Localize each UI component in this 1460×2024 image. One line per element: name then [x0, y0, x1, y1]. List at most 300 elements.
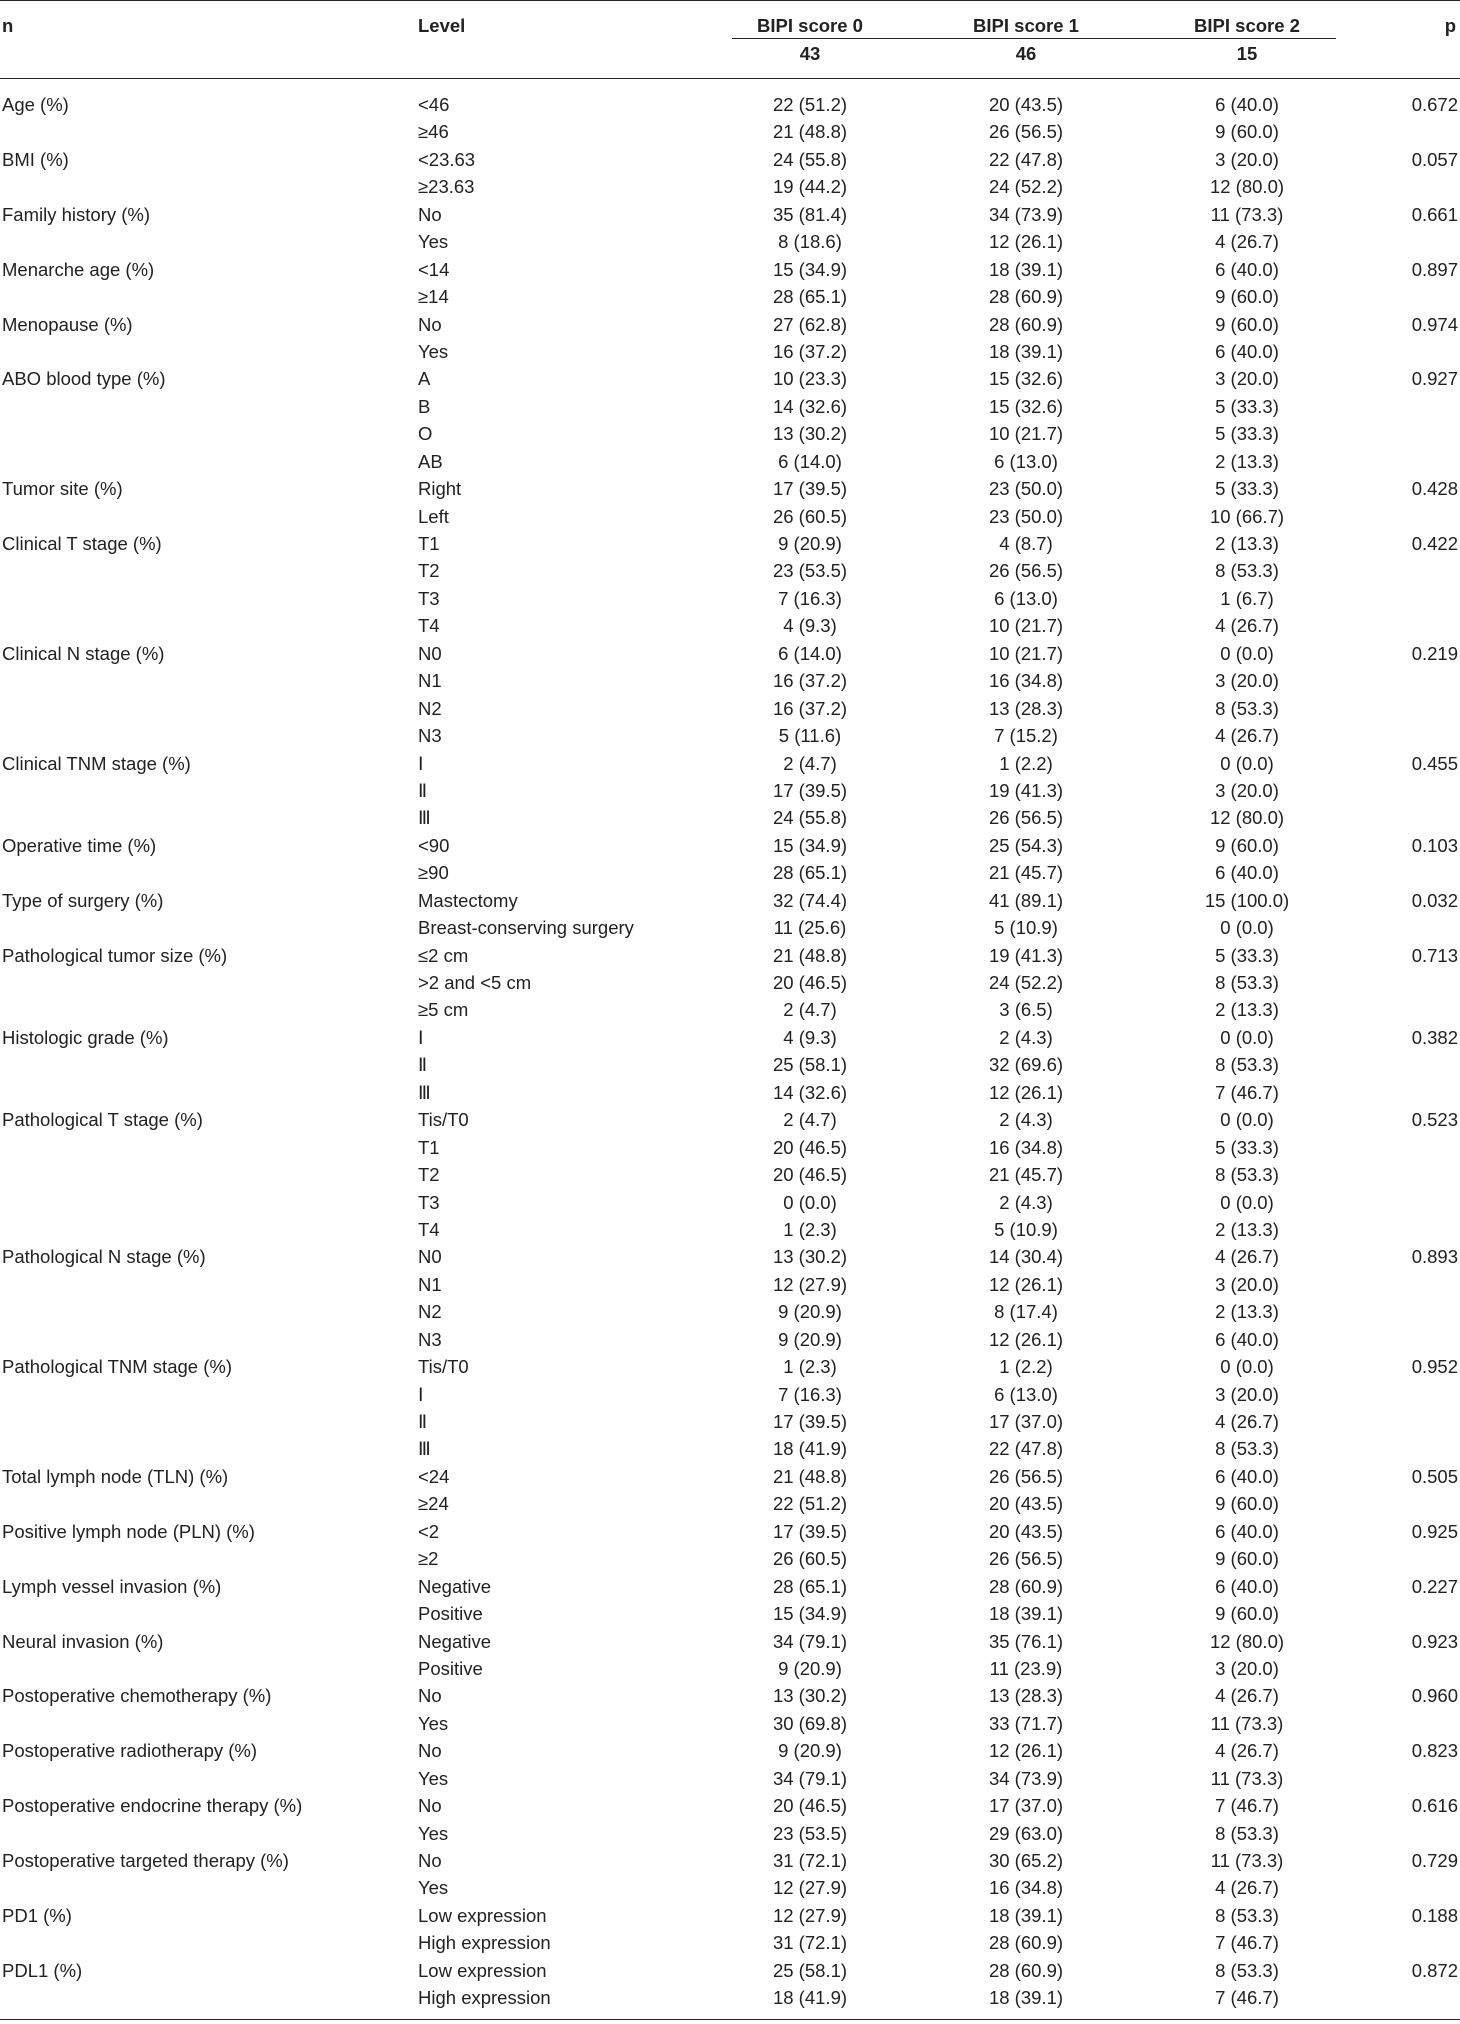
cell-p-value: 0.713 — [1411, 944, 1458, 966]
table-bottom-rule — [0, 2019, 1460, 2020]
cell-variable: ABO blood type (%) — [2, 368, 166, 390]
cell-bipi-1: 28 (60.9) — [988, 1932, 1064, 1954]
cell-bipi-0: 11 (25.6) — [773, 917, 847, 939]
cell-bipi-0: 6 (14.0) — [778, 450, 842, 472]
header-group-bipi-0: BIPI score 0 — [757, 15, 863, 36]
cell-bipi-0: 15 (34.9) — [772, 1603, 848, 1625]
cell-level: ≥5 cm — [418, 999, 469, 1021]
cell-p-value: 0.505 — [1411, 1465, 1458, 1487]
cell-bipi-2: 3 (20.0) — [1215, 368, 1279, 390]
table-body — [0, 92, 1460, 2013]
cell-bipi-2: 5 (33.3) — [1215, 395, 1279, 417]
table-row — [0, 860, 1460, 887]
cell-bipi-2: 2 (13.3) — [1215, 1218, 1279, 1240]
cell-level: Left — [418, 505, 449, 527]
cell-level: Negative — [418, 1575, 492, 1597]
cell-p-value: 0.927 — [1411, 368, 1458, 390]
table-row — [0, 1244, 1460, 1271]
cell-bipi-2: 9 (60.0) — [1215, 313, 1279, 335]
cell-bipi-2: 6 (40.0) — [1215, 258, 1279, 280]
cell-bipi-0: 7 (16.3) — [778, 587, 842, 609]
cell-bipi-2: 9 (60.0) — [1215, 121, 1279, 143]
cell-p-value: 0.188 — [1411, 1904, 1458, 1926]
cell-bipi-0: 26 (60.5) — [772, 1548, 848, 1570]
cell-bipi-2: 8 (53.3) — [1215, 560, 1279, 582]
table-row — [0, 558, 1460, 585]
cell-bipi-2: 0 (0.0) — [1220, 1026, 1274, 1048]
table-row — [0, 284, 1460, 311]
cell-p-value: 0.897 — [1411, 258, 1458, 280]
cell-bipi-1: 20 (43.5) — [988, 94, 1064, 115]
table-row — [0, 1683, 1460, 1710]
cell-bipi-0: 25 (58.1) — [772, 1054, 848, 1076]
table-row — [0, 805, 1460, 832]
cell-bipi-1: 26 (56.5) — [988, 121, 1064, 143]
table-row — [0, 668, 1460, 695]
table-row — [0, 1436, 1460, 1463]
cell-bipi-1: 6 (13.0) — [994, 587, 1058, 609]
cell-bipi-2: 0 (0.0) — [1220, 752, 1274, 774]
table-row — [0, 997, 1460, 1024]
cell-bipi-2: 3 (20.0) — [1215, 1273, 1279, 1295]
cell-variable: PD1 (%) — [2, 1904, 72, 1926]
cell-p-value: 0.893 — [1411, 1246, 1458, 1268]
cell-level: N0 — [418, 642, 442, 664]
table-row — [0, 1574, 1460, 1601]
table-row — [0, 1629, 1460, 1656]
cell-bipi-2: 8 (53.3) — [1215, 1822, 1279, 1844]
cell-bipi-1: 1 (2.2) — [999, 752, 1053, 774]
cell-bipi-0: 0 (0.0) — [783, 1191, 837, 1213]
table-top-rule — [0, 0, 1460, 1]
cell-level: Yes — [418, 340, 449, 362]
cell-level: Ⅱ — [418, 1411, 428, 1432]
cell-bipi-2: 8 (53.3) — [1215, 697, 1279, 719]
cell-bipi-2: 4 (26.7) — [1215, 615, 1279, 637]
cell-p-value: 0.428 — [1411, 478, 1458, 500]
cell-bipi-2: 6 (40.0) — [1215, 1520, 1279, 1542]
cell-bipi-0: 27 (62.8) — [772, 313, 848, 335]
cell-bipi-0: 15 (34.9) — [772, 834, 848, 856]
cell-bipi-2: 15 (100.0) — [1204, 889, 1290, 911]
cell-bipi-1: 24 (52.2) — [988, 972, 1064, 993]
cell-level: ≥14 — [418, 286, 449, 308]
cell-bipi-0: 14 (32.6) — [772, 1081, 848, 1103]
table-row — [0, 476, 1460, 503]
cell-variable: Clinical N stage (%) — [2, 642, 165, 664]
cell-level: A — [418, 368, 431, 390]
cell-variable: Family history (%) — [2, 203, 151, 225]
table-row — [0, 394, 1460, 421]
cell-bipi-1: 21 (45.7) — [988, 1164, 1064, 1186]
cell-bipi-0: 17 (39.5) — [772, 478, 848, 500]
cell-bipi-1: 14 (30.4) — [988, 1246, 1064, 1268]
cell-bipi-1: 28 (60.9) — [988, 286, 1064, 308]
cell-level: ≥46 — [418, 121, 449, 143]
cell-variable: Total lymph node (TLN) (%) — [2, 1465, 229, 1487]
cell-bipi-0: 2 (4.7) — [783, 999, 837, 1021]
cell-bipi-1: 13 (28.3) — [988, 697, 1064, 719]
table-row — [0, 1491, 1460, 1518]
cell-variable: Age (%) — [2, 94, 69, 115]
cell-level: O — [418, 423, 433, 445]
cell-bipi-2: 0 (0.0) — [1220, 917, 1274, 939]
cell-bipi-0: 24 (55.8) — [772, 807, 848, 829]
cell-bipi-0: 21 (48.8) — [772, 944, 848, 966]
cell-level: Positive — [418, 1603, 483, 1625]
cell-bipi-2: 11 (73.3) — [1210, 1712, 1284, 1734]
header-n-bipi-1: 46 — [1015, 43, 1037, 64]
cell-level: No — [418, 1685, 442, 1707]
cell-bipi-1: 17 (37.0) — [988, 1795, 1064, 1817]
cell-level: Yes — [418, 1877, 449, 1899]
cell-bipi-1: 12 (26.1) — [988, 1328, 1064, 1350]
cell-bipi-1: 7 (15.2) — [994, 725, 1058, 747]
table-row — [0, 202, 1460, 229]
cell-level: Ⅱ — [418, 1054, 428, 1076]
cell-bipi-0: 16 (37.2) — [772, 340, 848, 362]
header-group-rule — [732, 38, 1336, 39]
cell-bipi-2: 0 (0.0) — [1220, 1356, 1274, 1378]
cell-level: Right — [418, 478, 462, 500]
cell-bipi-2: 5 (33.3) — [1215, 423, 1279, 445]
table-row — [0, 1766, 1460, 1793]
cell-bipi-0: 23 (53.5) — [772, 1822, 848, 1844]
cell-bipi-2: 11 (73.3) — [1210, 1850, 1284, 1871]
table-row — [0, 531, 1460, 558]
cell-bipi-1: 26 (56.5) — [988, 807, 1064, 829]
cell-variable: BMI (%) — [2, 148, 69, 170]
cell-bipi-0: 2 (4.7) — [783, 1109, 837, 1131]
cell-variable: Clinical T stage (%) — [2, 533, 162, 554]
table-row — [0, 1327, 1460, 1354]
cell-bipi-2: 12 (80.0) — [1209, 1630, 1285, 1652]
cell-level: No — [418, 1740, 442, 1762]
cell-bipi-0: 17 (39.5) — [772, 1520, 848, 1542]
cell-bipi-1: 28 (60.9) — [988, 1959, 1064, 1981]
cell-p-value: 0.672 — [1411, 94, 1458, 115]
cell-bipi-1: 18 (39.1) — [988, 340, 1064, 362]
cell-bipi-0: 18 (41.9) — [772, 1438, 848, 1460]
table-row — [0, 723, 1460, 750]
cell-bipi-2: 4 (26.7) — [1215, 1740, 1279, 1762]
cell-bipi-2: 6 (40.0) — [1215, 94, 1279, 115]
cell-bipi-2: 9 (60.0) — [1215, 286, 1279, 308]
cell-bipi-0: 34 (79.1) — [772, 1630, 848, 1652]
cell-level: Mastectomy — [418, 889, 518, 911]
cell-bipi-2: 6 (40.0) — [1215, 1328, 1279, 1350]
cell-level: ≥24 — [418, 1493, 449, 1515]
cell-level: B — [418, 395, 431, 417]
cell-bipi-0: 16 (37.2) — [772, 697, 848, 719]
cell-bipi-2: 3 (20.0) — [1215, 1383, 1279, 1405]
cell-level: T1 — [418, 1136, 440, 1158]
cell-bipi-1: 13 (28.3) — [988, 1685, 1064, 1707]
cell-bipi-2: 5 (33.3) — [1215, 944, 1279, 966]
cell-bipi-0: 9 (20.9) — [778, 1301, 842, 1323]
cell-bipi-1: 18 (39.1) — [988, 1987, 1064, 2009]
cell-bipi-0: 16 (37.2) — [772, 670, 848, 692]
cell-bipi-0: 9 (20.9) — [778, 1740, 842, 1762]
cell-bipi-0: 20 (46.5) — [772, 972, 848, 993]
cell-level: N2 — [418, 697, 442, 719]
cell-bipi-2: 8 (53.3) — [1215, 1054, 1279, 1076]
cell-bipi-1: 6 (13.0) — [994, 1383, 1058, 1405]
cell-bipi-2: 3 (20.0) — [1215, 779, 1279, 801]
cell-bipi-0: 2 (4.7) — [783, 752, 837, 774]
cell-level: Yes — [418, 231, 449, 253]
cell-bipi-1: 17 (37.0) — [988, 1411, 1064, 1432]
table-row — [0, 888, 1460, 915]
cell-level: Yes — [418, 1822, 449, 1844]
cell-bipi-2: 6 (40.0) — [1215, 340, 1279, 362]
table-row — [0, 1217, 1460, 1244]
cell-bipi-0: 13 (30.2) — [772, 1246, 848, 1268]
cell-p-value: 0.823 — [1411, 1740, 1458, 1762]
table-row — [0, 1848, 1460, 1875]
cell-level: High expression — [418, 1987, 551, 2009]
cell-bipi-2: 4 (26.7) — [1215, 231, 1279, 253]
table-row — [0, 1135, 1460, 1162]
table-row — [0, 421, 1460, 448]
cell-bipi-1: 22 (47.8) — [988, 148, 1064, 170]
cell-bipi-2: 3 (20.0) — [1215, 1657, 1279, 1679]
header-level: Level — [418, 15, 466, 36]
table-row — [0, 1107, 1460, 1134]
cell-level: High expression — [418, 1932, 551, 1954]
cell-level: Low expression — [418, 1959, 547, 1981]
cell-level: ≥23.63 — [418, 176, 475, 198]
cell-level: Ⅲ — [418, 1438, 431, 1460]
cell-bipi-0: 1 (2.3) — [783, 1218, 837, 1240]
table-row — [0, 1052, 1460, 1079]
cell-level: N2 — [418, 1301, 442, 1323]
cell-bipi-1: 6 (13.0) — [994, 450, 1058, 472]
cell-variable: Postoperative targeted therapy (%) — [2, 1850, 289, 1871]
table-row — [0, 366, 1460, 393]
cell-bipi-2: 8 (53.3) — [1215, 1904, 1279, 1926]
cell-bipi-0: 35 (81.4) — [772, 203, 848, 225]
table-row — [0, 1601, 1460, 1628]
table-row — [0, 1656, 1460, 1683]
table-header-rule — [0, 78, 1460, 79]
cell-variable: Clinical TNM stage (%) — [2, 752, 191, 774]
cell-bipi-1: 5 (10.9) — [994, 1218, 1058, 1240]
table-row — [0, 1875, 1460, 1902]
cell-bipi-0: 13 (30.2) — [772, 423, 848, 445]
cell-level: AB — [418, 450, 443, 472]
table-row — [0, 1190, 1460, 1217]
cell-bipi-0: 9 (20.9) — [778, 533, 842, 554]
cell-level: No — [418, 203, 442, 225]
cell-bipi-1: 18 (39.1) — [988, 1904, 1064, 1926]
table-row — [0, 1958, 1460, 1985]
cell-bipi-0: 5 (11.6) — [778, 725, 842, 747]
table-row — [0, 92, 1460, 119]
cell-bipi-2: 11 (73.3) — [1210, 1767, 1284, 1789]
cell-level: Positive — [418, 1657, 483, 1679]
cell-bipi-2: 5 (33.3) — [1215, 1136, 1279, 1158]
cell-bipi-0: 22 (51.2) — [772, 94, 848, 115]
cell-bipi-0: 23 (53.5) — [772, 560, 848, 582]
table-row — [0, 778, 1460, 805]
cell-level: Ⅲ — [418, 1081, 431, 1103]
cell-bipi-0: 25 (58.1) — [772, 1959, 848, 1981]
cell-bipi-0: 28 (65.1) — [772, 286, 848, 308]
cell-bipi-2: 0 (0.0) — [1220, 642, 1274, 664]
cell-bipi-1: 11 (23.9) — [989, 1657, 1063, 1679]
cell-bipi-1: 12 (26.1) — [988, 1740, 1064, 1762]
cell-variable: Pathological TNM stage (%) — [2, 1356, 232, 1378]
cell-bipi-1: 15 (32.6) — [988, 395, 1064, 417]
cell-level: ≥90 — [418, 862, 449, 884]
cell-bipi-1: 25 (54.3) — [988, 834, 1064, 856]
table-row — [0, 1162, 1460, 1189]
cell-bipi-2: 4 (26.7) — [1215, 1877, 1279, 1899]
cell-p-value: 0.872 — [1411, 1959, 1458, 1981]
cell-p-value: 0.422 — [1411, 533, 1458, 554]
cell-p-value: 0.219 — [1411, 642, 1458, 664]
cell-p-value: 0.974 — [1411, 313, 1458, 335]
table-row — [0, 641, 1460, 668]
table-row — [0, 229, 1460, 256]
cell-variable: Positive lymph node (PLN) (%) — [2, 1520, 255, 1542]
cell-bipi-1: 23 (50.0) — [988, 505, 1064, 527]
cell-bipi-1: 29 (63.0) — [988, 1822, 1064, 1844]
table-row — [0, 257, 1460, 284]
cell-bipi-0: 9 (20.9) — [778, 1657, 842, 1679]
cell-bipi-2: 3 (20.0) — [1215, 148, 1279, 170]
cell-level: Tis/T0 — [418, 1109, 469, 1131]
cell-bipi-2: 5 (33.3) — [1215, 478, 1279, 500]
cell-level: No — [418, 1795, 442, 1817]
cell-level: N0 — [418, 1246, 442, 1268]
cell-level: No — [418, 1850, 442, 1871]
cell-variable: Tumor site (%) — [2, 478, 123, 500]
cell-level: N1 — [418, 1273, 442, 1295]
table-row — [0, 1793, 1460, 1820]
cell-variable: Postoperative chemotherapy (%) — [2, 1685, 272, 1707]
cell-bipi-1: 28 (60.9) — [988, 1575, 1064, 1597]
header-p: p — [1444, 15, 1456, 36]
cell-level: Ⅰ — [418, 1026, 424, 1048]
cell-bipi-0: 18 (41.9) — [772, 1987, 848, 2009]
cell-bipi-0: 28 (65.1) — [772, 1575, 848, 1597]
cell-bipi-0: 20 (46.5) — [772, 1136, 848, 1158]
cell-variable: Pathological T stage (%) — [2, 1109, 203, 1131]
cell-level: Low expression — [418, 1904, 547, 1926]
header-n-bipi-0: 43 — [799, 43, 821, 64]
cell-bipi-1: 18 (39.1) — [988, 258, 1064, 280]
cell-bipi-2: 2 (13.3) — [1215, 533, 1279, 554]
cell-bipi-1: 26 (56.5) — [988, 1465, 1064, 1487]
cell-bipi-2: 7 (46.7) — [1215, 1987, 1279, 2009]
cell-bipi-2: 8 (53.3) — [1215, 1959, 1279, 1981]
cell-level: Ⅱ — [418, 779, 428, 801]
table-row — [0, 586, 1460, 613]
cell-bipi-1: 19 (41.3) — [988, 779, 1064, 801]
table-row — [0, 339, 1460, 366]
cell-bipi-1: 15 (32.6) — [988, 368, 1064, 390]
cell-level: N1 — [418, 670, 442, 692]
cell-bipi-2: 9 (60.0) — [1215, 1603, 1279, 1625]
cell-bipi-2: 9 (60.0) — [1215, 834, 1279, 856]
cell-bipi-1: 28 (60.9) — [988, 313, 1064, 335]
table-row — [0, 1711, 1460, 1738]
cell-bipi-0: 20 (46.5) — [772, 1164, 848, 1186]
table-row — [0, 970, 1460, 997]
cell-bipi-2: 0 (0.0) — [1220, 1109, 1274, 1131]
cell-bipi-0: 31 (72.1) — [772, 1932, 848, 1954]
cell-bipi-0: 6 (14.0) — [778, 642, 842, 664]
table-row — [0, 943, 1460, 970]
cell-bipi-2: 0 (0.0) — [1220, 1191, 1274, 1213]
cell-bipi-2: 10 (66.7) — [1209, 505, 1285, 527]
cell-bipi-0: 26 (60.5) — [772, 505, 848, 527]
cell-bipi-0: 13 (30.2) — [772, 1685, 848, 1707]
cell-bipi-1: 21 (45.7) — [988, 862, 1064, 884]
cell-level: <46 — [418, 94, 450, 115]
cell-level: ≤2 cm — [418, 944, 469, 966]
cell-level: <2 — [418, 1520, 440, 1542]
cell-bipi-1: 32 (69.6) — [988, 1054, 1064, 1076]
cell-bipi-1: 10 (21.7) — [988, 642, 1064, 664]
cell-level: T3 — [418, 587, 440, 609]
cell-bipi-0: 9 (20.9) — [778, 1328, 842, 1350]
cell-p-value: 0.103 — [1411, 834, 1458, 856]
cell-bipi-2: 9 (60.0) — [1215, 1493, 1279, 1515]
cell-bipi-1: 5 (10.9) — [994, 917, 1058, 939]
cell-p-value: 0.455 — [1411, 752, 1458, 774]
table-row — [0, 1546, 1460, 1573]
table-row — [0, 119, 1460, 146]
cell-bipi-2: 4 (26.7) — [1215, 1685, 1279, 1707]
cell-bipi-1: 12 (26.1) — [988, 1081, 1064, 1103]
cell-variable: Pathological N stage (%) — [2, 1246, 206, 1268]
cell-level: T2 — [418, 1164, 440, 1186]
header-group-bipi-1: BIPI score 1 — [973, 15, 1079, 36]
cell-bipi-2: 8 (53.3) — [1215, 972, 1279, 993]
cell-bipi-1: 8 (17.4) — [994, 1301, 1058, 1323]
cell-variable: Menarche age (%) — [2, 258, 155, 280]
cell-level: <14 — [418, 258, 450, 280]
cell-bipi-1: 10 (21.7) — [988, 615, 1064, 637]
cell-p-value: 0.729 — [1411, 1850, 1458, 1871]
cell-bipi-2: 1 (6.7) — [1220, 587, 1274, 609]
cell-bipi-0: 28 (65.1) — [772, 862, 848, 884]
cell-bipi-1: 20 (43.5) — [988, 1520, 1064, 1542]
cell-bipi-0: 30 (69.8) — [772, 1712, 848, 1734]
table-row — [0, 915, 1460, 942]
cell-bipi-1: 1 (2.2) — [999, 1356, 1053, 1378]
cell-level: Ⅲ — [418, 807, 431, 829]
cell-bipi-1: 33 (71.7) — [988, 1712, 1064, 1734]
cell-bipi-0: 24 (55.8) — [772, 148, 848, 170]
cell-bipi-2: 8 (53.3) — [1215, 1164, 1279, 1186]
cell-bipi-1: 16 (34.8) — [988, 670, 1064, 692]
cell-variable: Menopause (%) — [2, 313, 133, 335]
cell-level: Ⅰ — [418, 1383, 424, 1405]
cell-bipi-2: 6 (40.0) — [1215, 1465, 1279, 1487]
cell-bipi-2: 2 (13.3) — [1215, 1301, 1279, 1323]
cell-bipi-0: 12 (27.9) — [772, 1877, 848, 1899]
table-row — [0, 504, 1460, 531]
cell-variable: Postoperative radiotherapy (%) — [2, 1740, 258, 1762]
table-row — [0, 1903, 1460, 1930]
cell-bipi-0: 15 (34.9) — [772, 258, 848, 280]
cell-bipi-1: 34 (73.9) — [988, 1767, 1064, 1789]
cell-level: No — [418, 313, 442, 335]
